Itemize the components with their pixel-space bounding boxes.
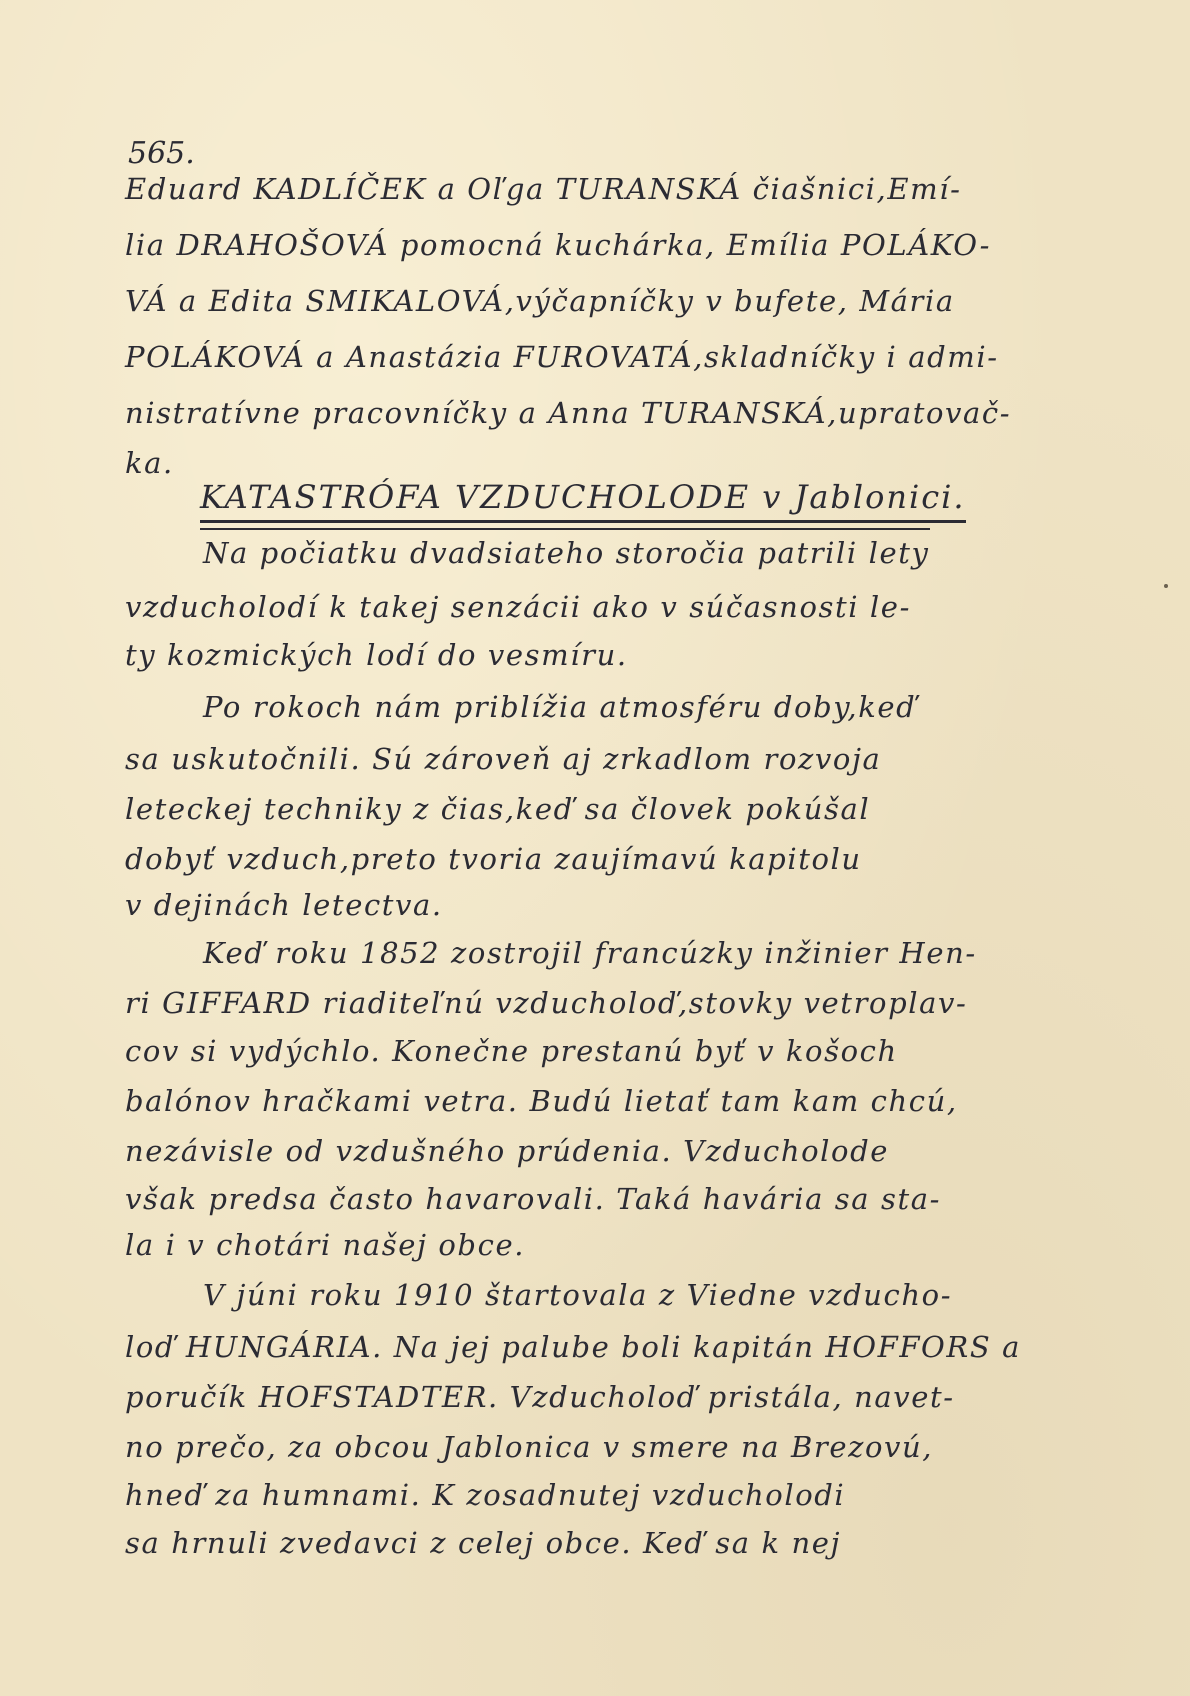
section-heading: KATASTRÓFA VZDUCHOLODE v Jablonici. [200,478,966,523]
text-line: Po rokoch nám priblížia atmosféru doby,keď [203,690,917,724]
page-number: 565. [128,136,195,171]
heading-underline [200,528,930,530]
text-line: balónov hračkami vetra. Budú lietať tam kam chcú, [125,1084,958,1118]
text-line: Keď roku 1852 zostrojil francúzky inžinier Hen- [203,936,977,970]
text-line: V júni roku 1910 štartovala z Viedne vzducho- [203,1278,953,1312]
text-line: ka. [125,446,174,480]
text-line: hneď za humnami. K zosadnutej vzducholodi [125,1478,846,1512]
text-line: Na počiatku dvadsiateho storočia patrili lety [203,536,930,570]
text-line: nezávisle od vzdušného prúdenia. Vzducholode [125,1134,890,1168]
text-line: sa uskutočnili. Sú zároveň aj zrkadlom rozvoja [125,742,882,776]
text-line: nistratívne pracovníčky a Anna TURANSKÁ,upratovač- [125,396,1012,430]
text-line: dobyť vzduch,preto tvoria zaujímavú kapitolu [125,842,862,876]
text-line: sa hrnuli zvedavci z celej obce. Keď sa k nej [125,1526,842,1560]
text-line: ty kozmických lodí do vesmíru. [125,638,628,672]
text-line: však predsa často havarovali. Taká havária sa sta- [125,1182,942,1216]
text-line: POLÁKOVÁ a Anastázia FUROVATÁ,skladníčky i admi- [125,340,999,374]
text-line: poručík HOFSTADTER. Vzducholoď pristála, navet- [125,1380,955,1414]
paper-speck [1164,584,1168,588]
text-line: la i v chotári našej obce. [125,1228,526,1262]
text-line: leteckej techniky z čias,keď sa človek pokúšal [125,792,871,826]
text-line: loď HUNGÁRIA. Na jej palube boli kapitán HOFFORS a [125,1330,1022,1364]
text-line: cov si vydýchlo. Konečne prestanú byť v košoch [125,1034,898,1068]
text-line: no prečo, za obcou Jablonica v smere na Brezovú, [125,1430,934,1464]
text-line: lia DRAHOŠOVÁ pomocná kuchárka, Emília POLÁKO- [125,228,992,262]
text-line: VÁ a Edita SMIKALOVÁ,výčapníčky v bufete, Mária [125,284,955,318]
text-line: ri GIFFARD riaditeľnú vzducholoď,stovky vetroplav- [125,986,968,1020]
text-line: v dejinách letectva. [125,888,443,922]
text-line: Eduard KADLÍČEK a Oľga TURANSKÁ čiašnici,Emí- [125,172,962,206]
text-line: vzducholodí k takej senzácii ako v súčasnosti le- [125,590,911,624]
